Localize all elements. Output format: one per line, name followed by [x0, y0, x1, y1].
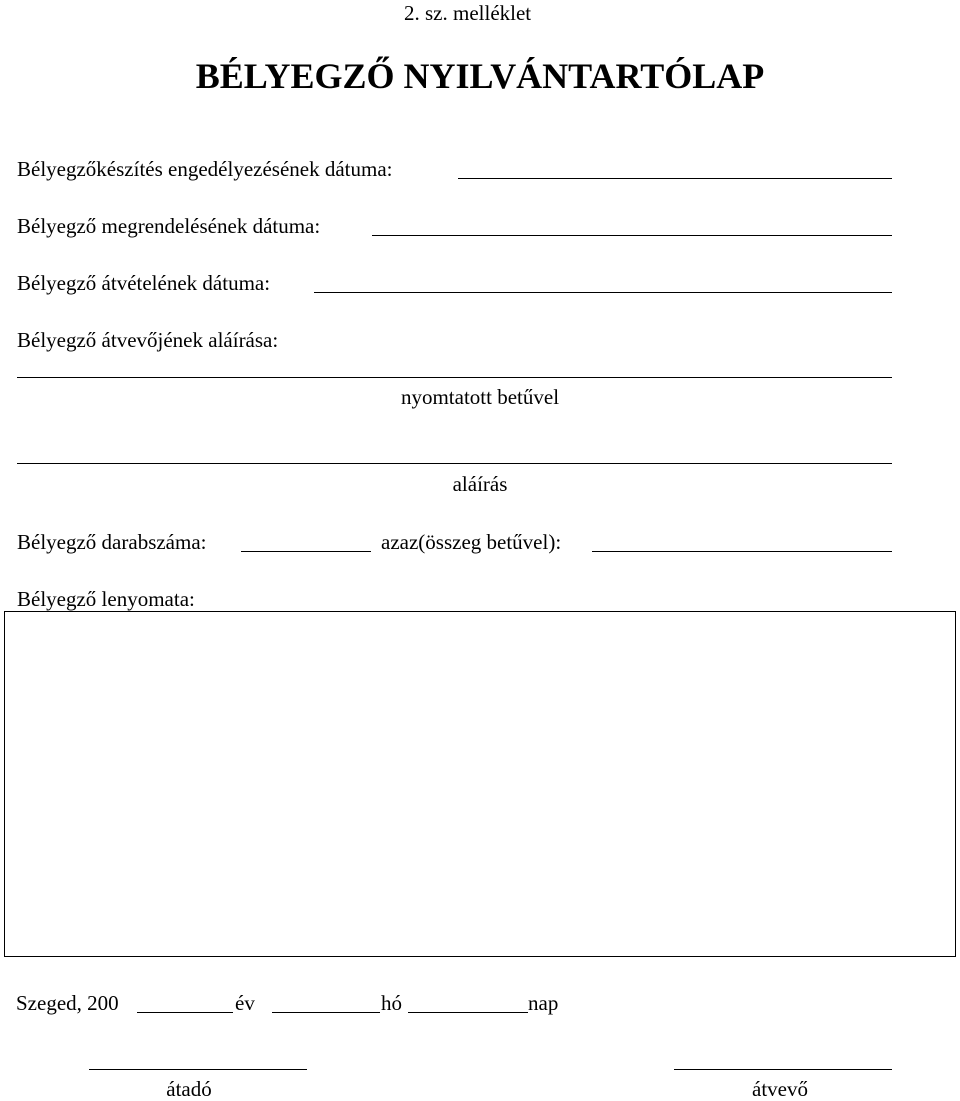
- quantity-label: Bélyegző darabszáma:: [17, 530, 207, 554]
- quantity-words-line[interactable]: [592, 551, 892, 552]
- signature-caption: aláírás: [452, 472, 508, 496]
- printed-caption: nyomtatott betűvel: [400, 385, 560, 409]
- month-label: hó: [381, 991, 402, 1015]
- order-date-line[interactable]: [372, 235, 892, 236]
- place-label: Szeged, 200: [16, 991, 119, 1015]
- permit-date-label: Bélyegzőkészítés engedélyezésének dátuma:: [17, 157, 393, 181]
- quantity-words-label: azaz(összeg betűvel):: [381, 530, 562, 554]
- receipt-date-label: Bélyegző átvételének dátuma:: [17, 271, 271, 295]
- day-label: nap: [528, 991, 559, 1015]
- imprint-label: Bélyegző lenyomata:: [17, 587, 195, 611]
- year-line[interactable]: [137, 1012, 233, 1013]
- page-title: BÉLYEGZŐ NYILVÁNTARTÓLAP: [195, 56, 765, 96]
- receiver-signature-label: Bélyegző átvevőjének aláírása:: [17, 328, 279, 352]
- order-date-label: Bélyegző megrendelésének dátuma:: [17, 214, 321, 238]
- giver-caption: átadó: [166, 1077, 212, 1101]
- month-line[interactable]: [272, 1012, 380, 1013]
- annex-label: 2. sz. melléklet: [404, 1, 532, 25]
- giver-signature-line[interactable]: [89, 1069, 307, 1070]
- printed-name-line[interactable]: [17, 377, 892, 378]
- quantity-line[interactable]: [241, 551, 371, 552]
- receiver-signature-line[interactable]: [674, 1069, 892, 1070]
- receipt-date-line[interactable]: [314, 292, 892, 293]
- signature-line[interactable]: [17, 463, 892, 464]
- permit-date-line[interactable]: [458, 178, 892, 179]
- imprint-box[interactable]: [4, 611, 956, 957]
- receiver-caption: átvevő: [752, 1077, 808, 1101]
- year-label: év: [235, 991, 255, 1015]
- day-line[interactable]: [408, 1012, 528, 1013]
